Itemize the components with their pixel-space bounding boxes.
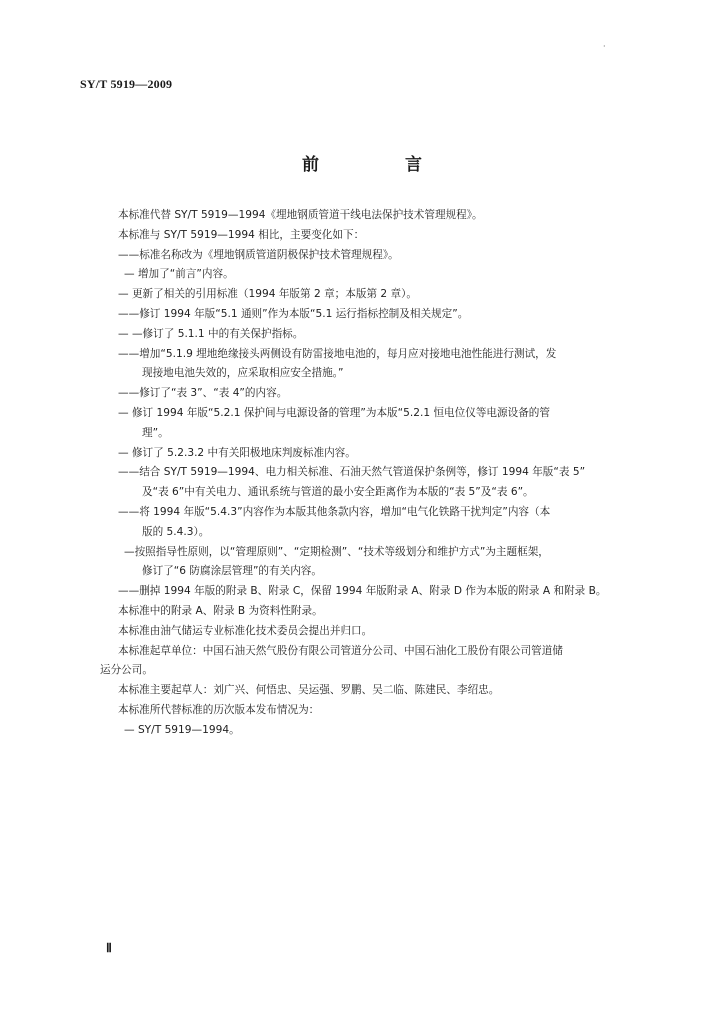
foreword-body — [100, 206, 660, 741]
text-line: 本标准所代替标准的历次版本发布情况为： — [118, 703, 320, 716]
text-line: — 更新了相关的引用标准（1994 年版第 2 章；本版第 2 章）。 — [118, 288, 417, 301]
text-line: 本标准中的附录 A、附录 B 为资料性附录。 — [118, 604, 323, 617]
text-line: 本标准起草单位：中国石油天然气股份有限公司管道分公司、中国石油化工股份有限公司管道储 — [118, 644, 563, 657]
corner-mark: · — [603, 42, 606, 51]
text-line: ——标准名称改为《埋地钢质管道阴极保护技术管理规程》。 — [118, 248, 399, 261]
text-line: 修订了“6 防腐涂层管理”的有关内容。 — [142, 565, 322, 578]
text-line: ——结合 SY/T 5919—1994、电力相关标准、石油天然气管道保护条例等，修订 1994 年版“表 5” — [118, 466, 586, 479]
text-line: ——删掉 1994 年版的附录 B、附录 C，保留 1994 年版附录 A、附录 D 作为本版的附录 A 和附录 B。 — [118, 585, 607, 598]
text-line: —按照指导性原则，以“管理原则”、“定期检测”、“技术等级划分和维护方式”为主题框架， — [124, 545, 549, 558]
standard-code: SY/T 5919—2009 — [80, 77, 173, 91]
text-line: 版的 5.4.3）。 — [142, 525, 210, 538]
text-line: — SY/T 5919—1994。 — [124, 723, 240, 736]
text-line: — 增加了“前言”内容。 — [124, 268, 234, 281]
text-line: 运分公司。 — [100, 664, 153, 677]
text-line: ——修订了“表 3”、“表 4”的内容。 — [118, 387, 288, 400]
text-line: — 修订了 5.2.3.2 中有关阳极地床判废标准内容。 — [118, 446, 356, 459]
text-line: 现接地电池失效的，应采取相应安全措施。” — [142, 367, 344, 380]
text-line: 理”。 — [142, 426, 169, 439]
text-line: ——将 1994 年版“5.4.3”内容作为本版其他条款内容，增加“电气化铁路干扰判定”内容（本 — [118, 505, 551, 518]
text-line: ——增加“5.1.9 埋地绝缘接头两侧设有防雷接地电池的，每月应对接地电池性能进行测试，发 — [118, 347, 557, 360]
text-line: 及“表 6”中有关电力、通讯系统与管道的最小安全距离作为本版的“表 5”及“表 6”。 — [142, 486, 534, 499]
page-title: 前 言 — [302, 155, 462, 175]
text-line: — 修订 1994 年版“5.2.1 保护间与电源设备的管理”为本版“5.2.1 恒电位仪等电源设备的管 — [118, 406, 550, 419]
text-line: ——修订 1994 年版“5.1 通则”作为本版“5.1 运行指标控制及相关规定”。 — [118, 307, 469, 320]
text-line: 本标准由油气储运专业标准化技术委员会提出并归口。 — [118, 624, 373, 637]
text-line: 本标准与 SY/T 5919—1994 相比，主要变化如下： — [118, 228, 365, 241]
text-line: 本标准代替 SY/T 5919—1994《埋地钢质管道干线电法保护技术管理规程》。 — [118, 209, 483, 221]
text-line: — —修订了 5.1.1 中的有关保护指标。 — [118, 327, 304, 340]
page-number: Ⅱ — [106, 941, 112, 955]
text-line: 本标准主要起草人：刘广兴、何悟忠、吴运强、罗鹏、吴二临、陈建民、李绍忠。 — [118, 684, 500, 697]
